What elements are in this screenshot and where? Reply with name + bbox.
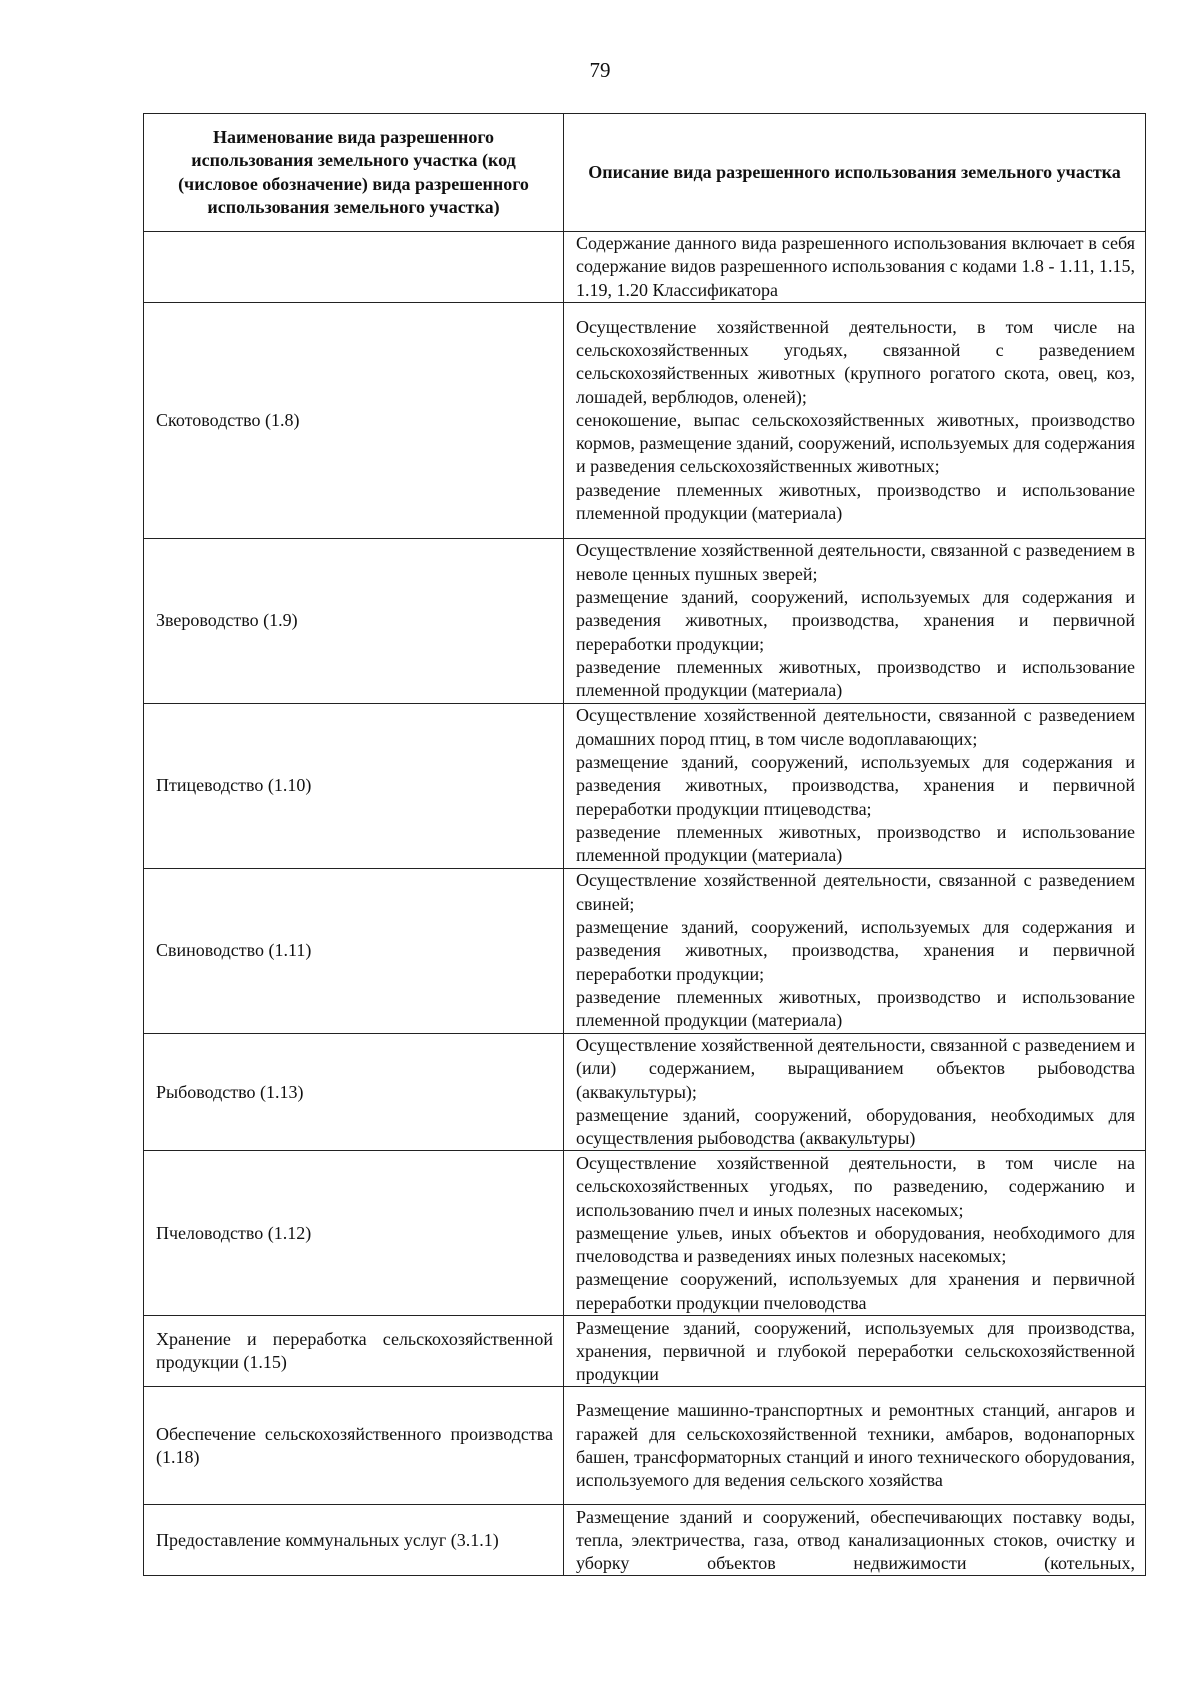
description-paragraph: Содержание данного вида разрешенного использования включает в себя содержание видов разрешенного использования с кодами 1.8 - 1.11, 1.15, 1.19, 1.20 Классификатора xyxy=(576,233,1135,300)
description-paragraph: размещение зданий, сооружений, оборудования, необходимых для осуществления рыбоводства (аквакультуры) xyxy=(576,1104,1135,1149)
land-use-description xyxy=(564,1151,1146,1316)
land-use-name: Рыбоводство (1.13) xyxy=(144,1034,564,1151)
land-use-name xyxy=(144,232,564,303)
description-paragraph: Размещение зданий и сооружений, обеспечивающих поставку воды, тепла, электричества, газа, отвод канализационных стоков, очистку и уборку объектов недвижимости (котельных, xyxy=(576,1506,1135,1574)
land-use-name: Свиноводство (1.11) xyxy=(144,869,564,1034)
land-use-table xyxy=(143,113,1146,1576)
land-use-name: Скотоводство (1.8) xyxy=(144,303,564,539)
table-row xyxy=(144,1505,1146,1576)
header-description-column: Описание вида разрешенного использования земельного участка xyxy=(564,114,1146,232)
description-paragraph: Размещение машинно-транспортных и ремонтных станций, ангаров и гаражей для сельскохозяйственной техники, амбаров, водонапорных башен, трансформаторных станций и иного технического оборудования, используемого для ведения сельского хозяйства xyxy=(576,1400,1135,1491)
header-name-column: Наименование вида разрешенного использования земельного участка (код (числовое обозначение) вида разрешенного использования земельного участка) xyxy=(144,114,564,232)
table-header-row xyxy=(144,114,1146,232)
land-use-description xyxy=(564,869,1146,1034)
land-use-name: Птицеводство (1.10) xyxy=(144,704,564,869)
description-paragraph: размещение сооружений, используемых для хранения и первичной переработки продукции пчеловодства xyxy=(576,1269,1135,1313)
description-paragraph: разведение племенных животных, производство и использование племенной продукции (материала) xyxy=(576,821,1135,866)
description-paragraph: Осуществление хозяйственной деятельности, в том числе на сельскохозяйственных угодьях, по разведению, содержанию и использованию пчел и иных полезных насекомых; xyxy=(576,1152,1135,1220)
land-use-description xyxy=(564,232,1146,303)
description-paragraph: разведение племенных животных, производство и использование племенной продукции (материала) xyxy=(576,986,1135,1031)
description-paragraph: разведение племенных животных, производство и использование племенной продукции (материала) xyxy=(576,479,1135,524)
table-row xyxy=(144,1387,1146,1505)
table-row xyxy=(144,1316,1146,1387)
land-use-name: Обеспечение сельскохозяйственного производства (1.18) xyxy=(144,1387,564,1505)
land-use-description xyxy=(564,1034,1146,1151)
description-paragraph: сенокошение, выпас сельскохозяйственных животных, производство кормов, размещение зданий, сооружений, используемых для содержания и разведения сельскохозяйственных животных; xyxy=(576,409,1135,477)
land-use-description xyxy=(564,1316,1146,1387)
land-use-description xyxy=(564,303,1146,539)
description-paragraph: размещение ульев, иных объектов и оборудования, необходимого для пчеловодства и разведениях иных полезных насекомых; xyxy=(576,1222,1135,1267)
description-paragraph: размещение зданий, сооружений, используемых для содержания и разведения животных, производства, хранения и первичной переработки продукции; xyxy=(576,587,1135,654)
description-paragraph: размещение зданий, сооружений, используемых для содержания и разведения животных, производства, хранения и первичной переработки продукции; xyxy=(576,917,1135,984)
land-use-description xyxy=(564,1505,1146,1576)
description-paragraph: Осуществление хозяйственной деятельности, связанной с разведением и (или) содержанием, выращиванием объектов рыбоводства (аквакультуры); xyxy=(576,1035,1135,1102)
table-row xyxy=(144,232,1146,303)
table-row xyxy=(144,539,1146,704)
land-use-name: Хранение и переработка сельскохозяйственной продукции (1.15) xyxy=(144,1316,564,1387)
table-row xyxy=(144,1151,1146,1316)
land-use-name: Пчеловодство (1.12) xyxy=(144,1151,564,1316)
page-number: 79 xyxy=(589,58,611,82)
table-row xyxy=(144,869,1146,1034)
land-use-description xyxy=(564,704,1146,869)
description-paragraph: Размещение зданий, сооружений, используемых для производства, хранения, первичной и глубокой переработки сельскохозяйственной продукции xyxy=(576,1317,1135,1385)
land-use-description xyxy=(564,1387,1146,1505)
table-body xyxy=(144,232,1146,1576)
description-paragraph: Осуществление хозяйственной деятельности, в том числе на сельскохозяйственных угодьях, связанной с разведением сельскохозяйственных животных (крупного рогатого скота, овец, коз, лошадей, верблюдов, оленей); xyxy=(576,316,1135,407)
land-use-description xyxy=(564,539,1146,704)
description-paragraph: Осуществление хозяйственной деятельности, связанной с разведением в неволе ценных пушных зверей; xyxy=(576,540,1135,584)
description-paragraph: Осуществление хозяйственной деятельности, связанной с разведением свиней; xyxy=(576,870,1135,914)
description-paragraph: размещение зданий, сооружений, используемых для содержания и разведения животных, производства, хранения и первичной переработки продукции птицеводства; xyxy=(576,752,1135,819)
table-row xyxy=(144,704,1146,869)
land-use-name: Звероводство (1.9) xyxy=(144,539,564,704)
description-paragraph: Осуществление хозяйственной деятельности, связанной с разведением домашних пород птиц, в том числе водоплавающих; xyxy=(576,705,1135,749)
land-use-name: Предоставление коммунальных услуг (3.1.1) xyxy=(144,1505,564,1576)
table-row xyxy=(144,303,1146,539)
description-paragraph: разведение племенных животных, производство и использование племенной продукции (материала) xyxy=(576,656,1135,701)
table-row xyxy=(144,1034,1146,1151)
